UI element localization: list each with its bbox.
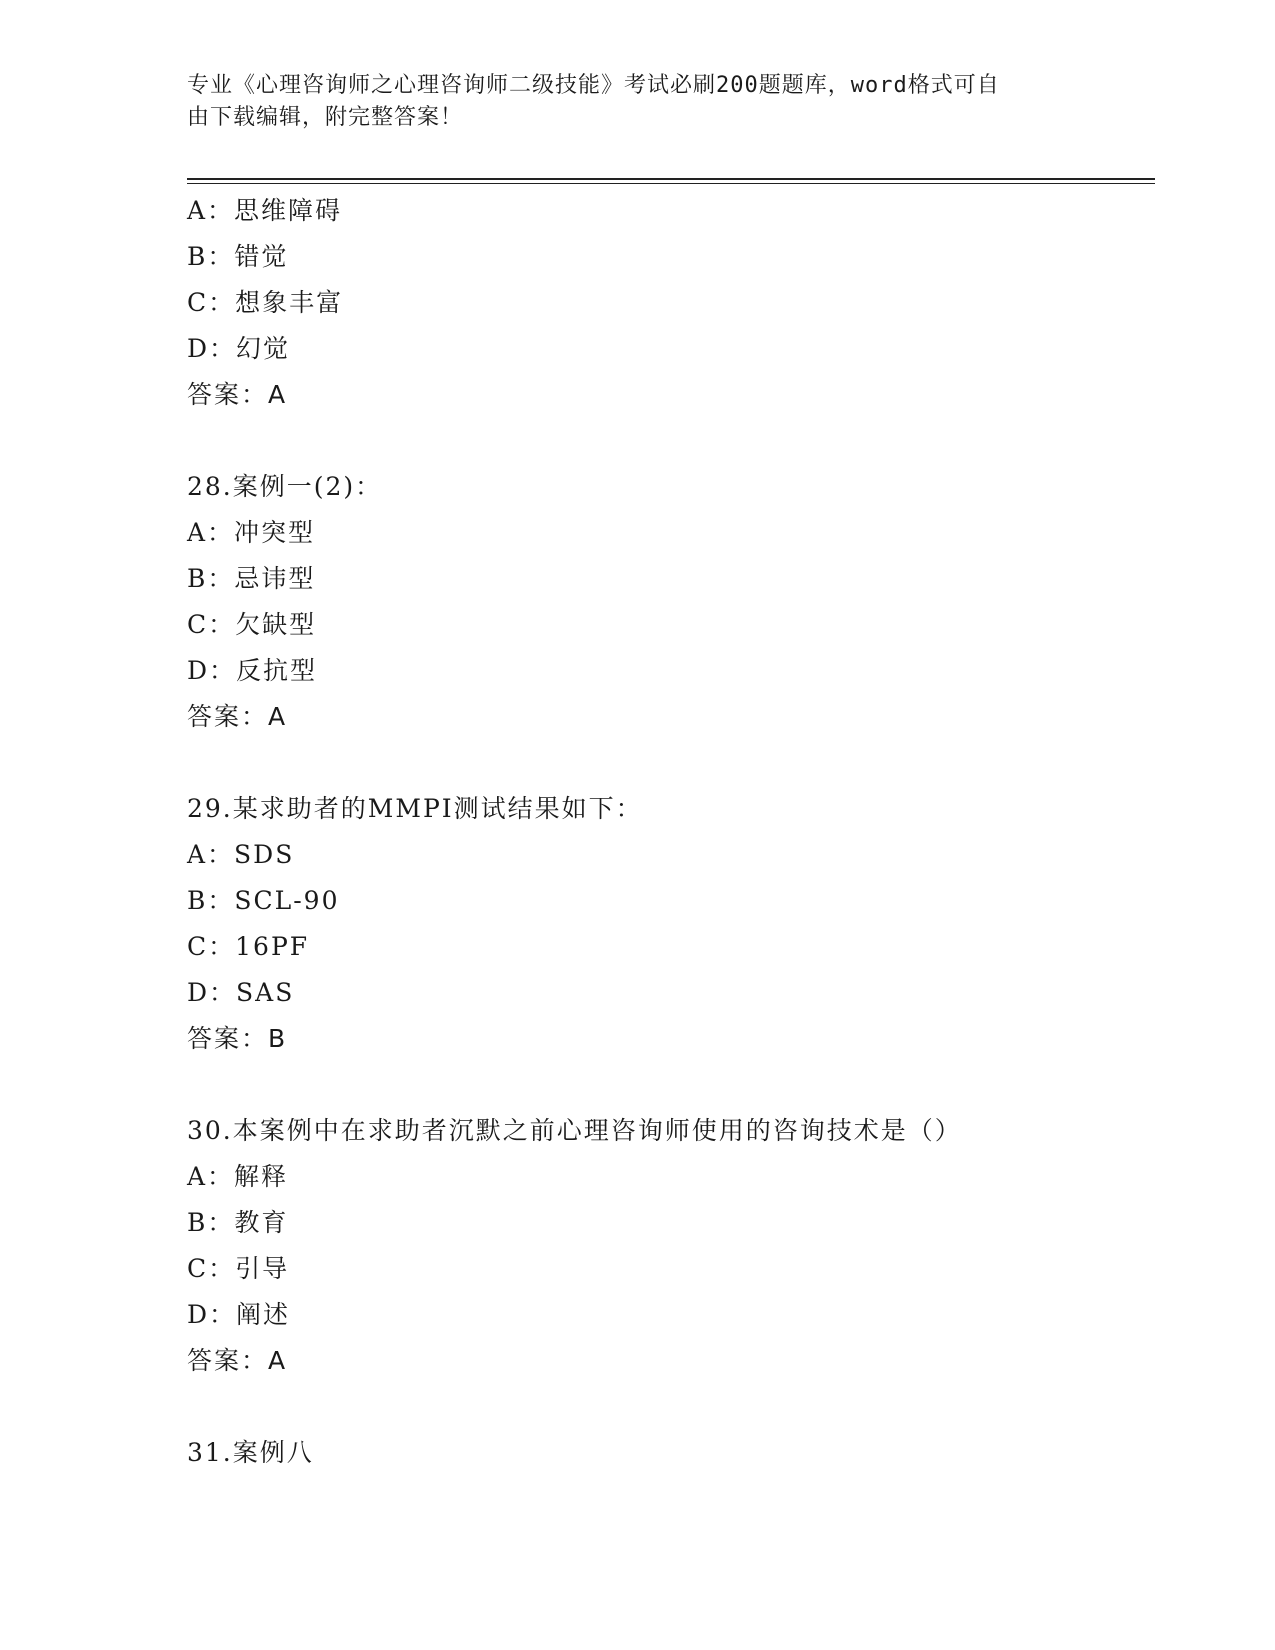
option-d: D：反抗型	[187, 656, 318, 685]
question-stem: 31.案例八	[187, 1438, 314, 1467]
option-c: C：引导	[187, 1254, 290, 1283]
question-28	[187, 464, 1167, 740]
option-a: A：冲突型	[187, 518, 316, 547]
option-d: D：SAS	[187, 978, 295, 1007]
option-d: D：阐述	[187, 1300, 291, 1329]
option-a: A：SDS	[187, 840, 295, 869]
header-rule-thick	[187, 178, 1155, 180]
question-stem: 30.本案例中在求助者沉默之前心理咨询师使用的咨询技术是（）	[187, 1116, 962, 1145]
document-header	[187, 70, 1067, 134]
question-stem: 28.案例一(2)：	[187, 472, 383, 501]
question-30	[187, 1108, 1167, 1384]
answer: 答案：A	[187, 380, 288, 409]
option-b: B：忌讳型	[187, 564, 316, 593]
option-c: C：欠缺型	[187, 610, 317, 639]
question-31	[187, 1430, 1167, 1476]
option-b: B：教育	[187, 1208, 289, 1237]
header-line-1: 专业《心理咨询师之心理咨询师二级技能》考试必刷200题题库，word格式可自	[187, 73, 1000, 98]
question-stem: 29.某求助者的MMPI测试结果如下：	[187, 794, 643, 823]
option-b: B：错觉	[187, 242, 289, 271]
option-a: A：解释	[187, 1162, 289, 1191]
answer: 答案：A	[187, 1346, 288, 1375]
question-29	[187, 786, 1167, 1062]
option-b: B：SCL-90	[187, 886, 340, 915]
option-a: A：思维障碍	[187, 196, 343, 225]
option-d: D：幻觉	[187, 334, 291, 363]
question-27-continued	[187, 188, 1167, 418]
question-list	[187, 188, 1167, 1476]
answer: 答案：B	[187, 1024, 288, 1053]
option-c: C：想象丰富	[187, 288, 344, 317]
answer: 答案：A	[187, 702, 288, 731]
header-rule-thin	[187, 183, 1155, 184]
option-c: C：16PF	[187, 932, 310, 961]
header-line-2: 由下载编辑，附完整答案！	[187, 105, 464, 130]
